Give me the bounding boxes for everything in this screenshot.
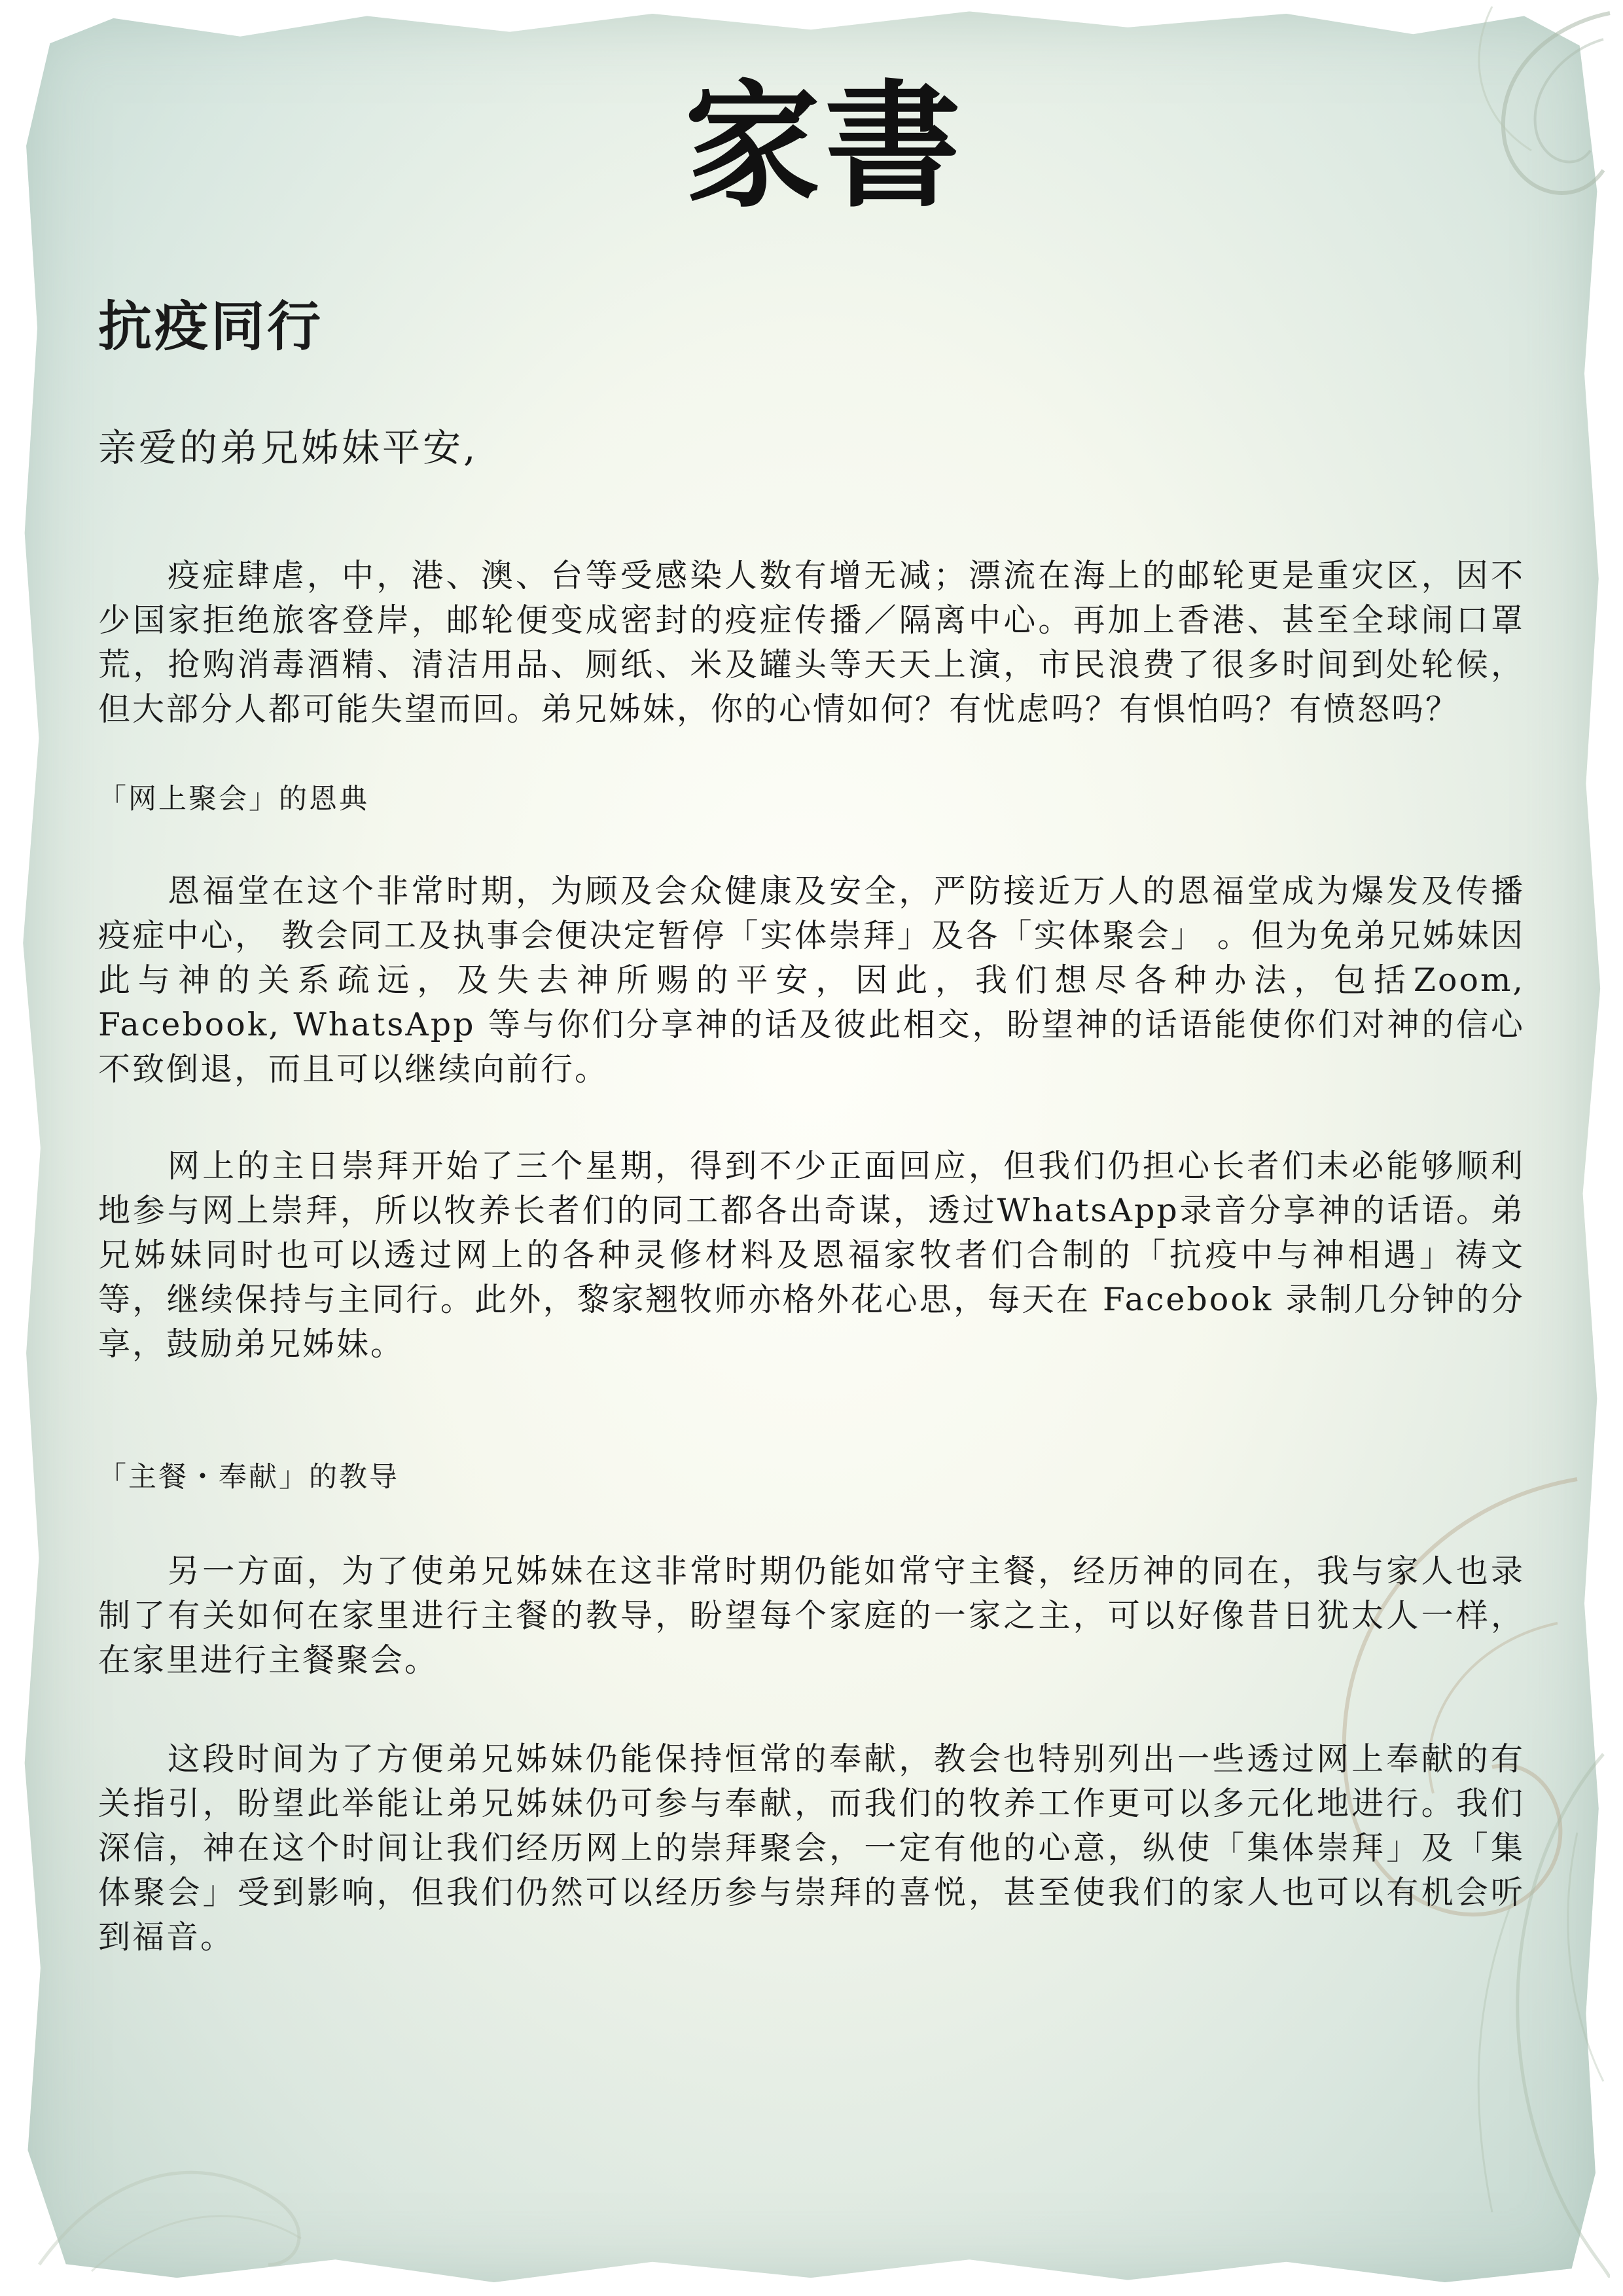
letter-greeting: 亲爱的弟兄姊妹平安, <box>98 425 478 470</box>
intro-paragraph: 疫症肆虐，中，港、澳、台等受感染人数有增无减；漂流在海上的邮轮更是重灾区，因不少国家拒绝旅客登岸，邮轮便变成密封的疫症传播／隔离中心。再加上香港、甚至全球闹口罩荒，抢购消毒酒精、清洁用品、厕纸、米及罐头等天天上演，市民浪费了很多时间到处轮候，但大部分人都可能失望而回。弟兄姊妹，你的心情如何？有忧虑吗？有惧怕吗？有愤怒吗？ <box>98 557 1525 728</box>
letter-subtitle: 抗疫同行 <box>98 295 324 358</box>
paragraph: 这段时间为了方便弟兄姊妹仍能保持恒常的奉献，教会也特别列出一些透过网上奉献的有关指引，盼望此举能让弟兄姊妹仍可参与奉献，而我们的牧养工作更可以多元化地进行。我们深信，神在这个时间让我们经历网上的崇拜聚会，一定有他的心意，纵使「集体崇拜」及「集体聚会」受到影响，但我们仍然可以经历参与崇拜的喜悦，甚至使我们的家人也可以有机会听到福音。 <box>98 1740 1525 1956</box>
paragraph: 网上的主日崇拜开始了三个星期，得到不少正面回应，但我们仍担心长者们未必能够顺利地参与网上崇拜，所以牧养长者们的同工都各出奇谋，透过WhatsApp录音分享神的话语。弟兄姊妹同时也可以透过网上的各种灵修材料及恩福家牧者们合制的「抗疫中与神相遇」祷文等，继续保持与主同行。此外，黎家翘牧师亦格外花心思，每天在 Facebook 录制几分钟的分享，鼓励弟兄姊妹。 <box>98 1147 1525 1363</box>
letter-body <box>98 67 1525 1960</box>
section-heading-online-gathering: 「网上聚会」的恩典 <box>98 783 369 816</box>
paragraph: 恩福堂在这个非常时期，为顾及会众健康及安全，严防接近万人的恩福堂成为爆发及传播疫症中心， 教会同工及执事会便决定暂停「实体崇拜」及各「实体聚会」 。但为免弟兄姊妹因此与神的关系疏远，及失去神所赐的平安，因此，我们想尽各种办法，包括Zoom, Facebook, WhatsApp 等与你们分享神的话及彼此相交，盼望神的话语能使你们对神的信心不致倒退，而且可以继续向前行。 <box>98 872 1525 1088</box>
paragraph: 另一方面，为了使弟兄姊妹在这非常时期仍能如常守主餐，经历神的同在，我与家人也录制了有关如何在家里进行主餐的教导，盼望每个家庭的一家之主，可以好像昔日犹太人一样，在家里进行主餐聚会。 <box>98 1552 1525 1679</box>
section-heading-communion-offering: 「主餐・奉献」的教导 <box>98 1461 399 1494</box>
letter-title: 家書 <box>685 67 965 226</box>
